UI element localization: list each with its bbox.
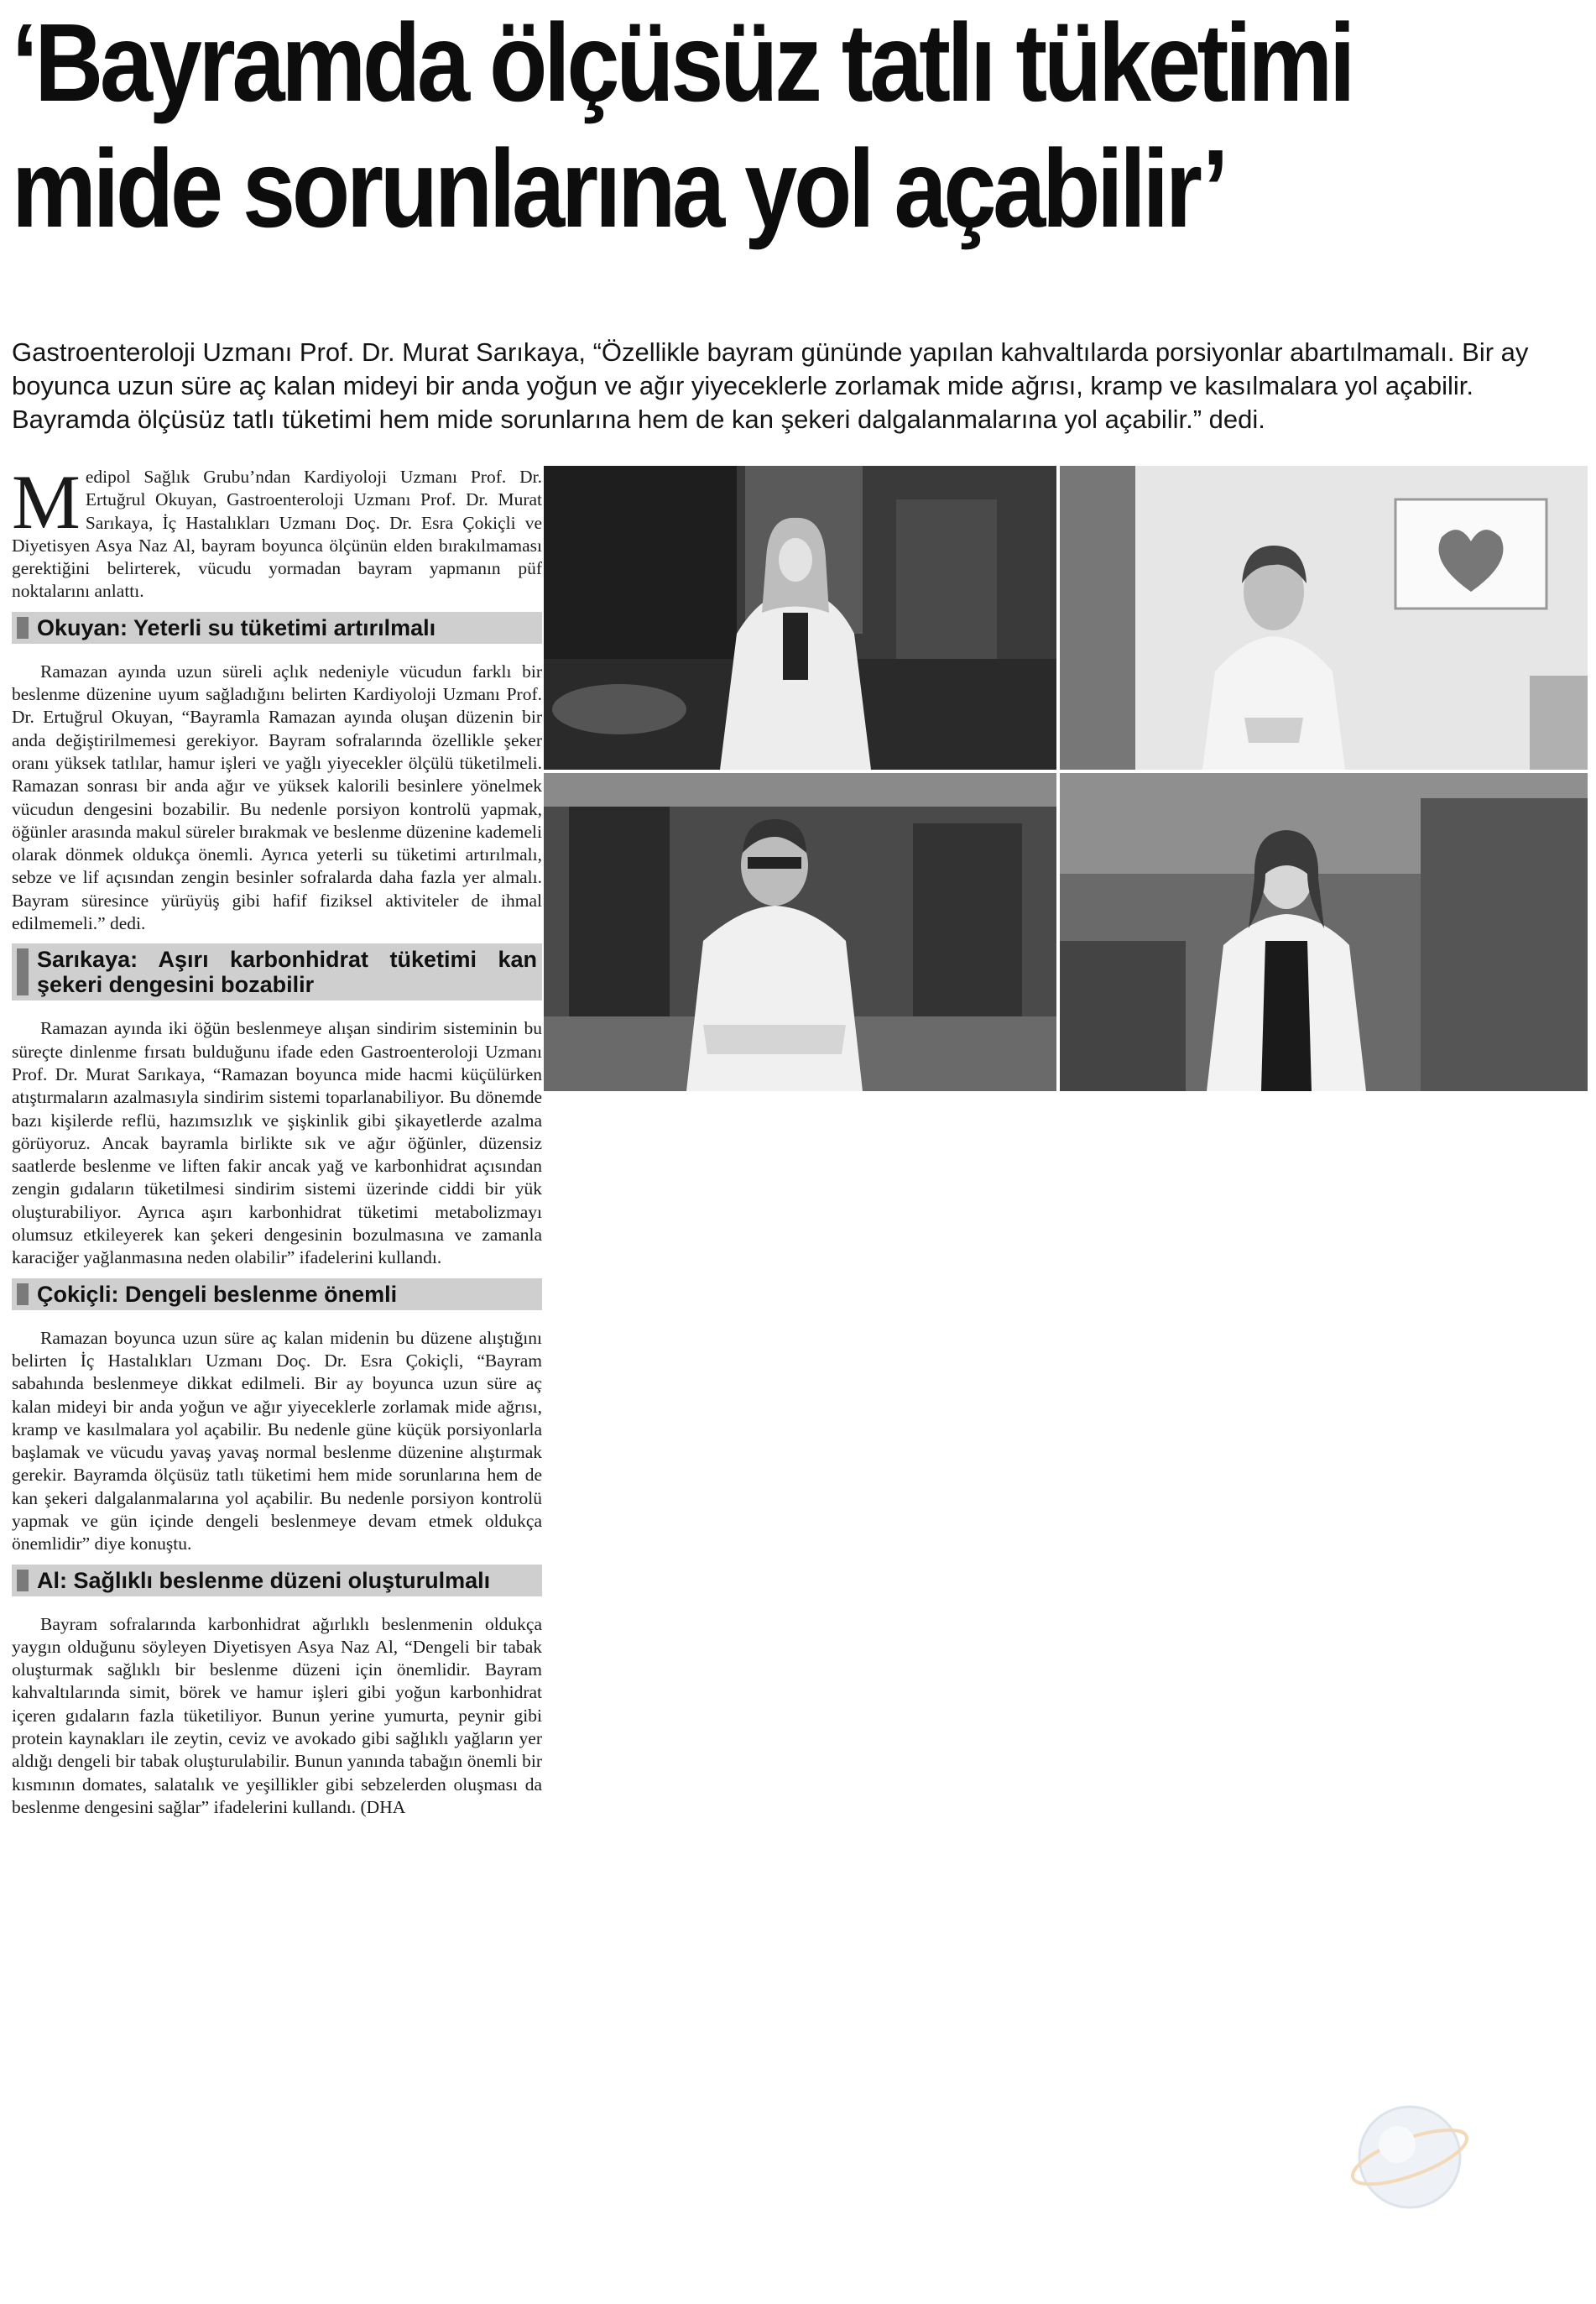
doctor-photo-3 [544,773,1056,1091]
article-column [12,459,542,1824]
subheading-al: Al: Sağlıklı beslenme düzeni oluşturulmalı [12,1565,542,1596]
doctor-photo-1 [544,466,1056,770]
doctor-photo-2 [1060,466,1588,770]
headline [12,0,1592,252]
subheading-cokicli: Çokiçli: Dengeli beslenme önemli [12,1278,542,1310]
section-sarikaya-text: Ramazan ayında iki öğün beslenmeye alışan sindirim sisteminin bu süreçte dinlenme fırsatı bulduğunu ifade eden Gastroenteroloji Uzmanı Prof. Dr. Murat Sarıkaya, “Ramazan boyunca mide hacmi küçülürken atıştırmaların azalmasıyla sindirim sistemi toparlanabiliyor. Bu dönemde bazı kişilerde reflü, hazımsızlık ve şişkinlik gibi şikayetlerde azalma görüyoruz. Ancak bayramla birlikte sık ve ağır öğünler, düzensiz saatlerde beslenme ve liften fakir ancak yağ ve karbonhidrat açısından zengin gıdaların tüketilmesi sindirim sistemi üzerinde ciddi bir yük oluşturabiliyor. Ayrıca aşırı karbonhidrat tüketimi metabolizmayı olumsuz etkileyerek kan şekeri dengesinin bozulmasına ve zamanla karaciğer yağlanmasına neden olabilir” ifadelerini kullandı. [12,1018,542,1268]
watermark-globe-icon [1351,2098,1468,2216]
photo-doctor-3-area [544,773,1056,1091]
section-cokicli-text: Ramazan boyunca uzun süre aç kalan midenin bu düzene alıştığını belirten İç Hastalıkları Uzmanı Doç. Dr. Esra Çokiçli, “Bayram sabahında beslenmeye dikkat edilmeli. Bir ay boyunca uzun süre aç kalan mideyi bir anda yoğun ve ağır yiyeceklerle zorlamak mide ağrısı, kramp ve kasılmalara yol açabilir. Bu nedenle güne küçük porsiyonlarla başlamak ve vücudu yavaş yavaş normal beslenme düzenine alıştırmak gerekir. Bayramda ölçüsüz tatlı tüketimi hem mide sorunlarına hem de kan şekeri dalgalanmalarına yol açabilir. Bu nedenle porsiyon kontrolü yapmak ve gün içinde dengeli beslenmeye devam etmek oldukça önemlidir” diye konuştu. [12,1327,542,1554]
headline-line-1: ‘Bayramda ölçüsüz tatlı tüketimi [12,1,1353,124]
section-al-text: Bayram sofralarında karbonhidrat ağırlıklı beslenmenin oldukça yaygın olduğunu söyleyen Diyetisyen Asya Naz Al, “Dengeli bir tabak oluşturmak sağlıklı bir beslenme düzeni için önemlidir. Bayram kahvaltılarında simit, börek ve hamur işleri gibi yoğun karbonhidrat içeren gıdaların fazla tüketiliyor. Bunun yerine yumurta, peynir gibi protein kaynakları ile zeytin, ceviz ve avokado gibi sağlıklı yağların yer aldığı dengeli bir tabak oluşturulabilir. Bunun yanında tabağın önemli bir kısmının domates, salatalık ve yeşillikler gibi sebzelerden oluşması da beslenme dengesini sağlar” ifadelerini kullandı. (DHA [12,1613,542,1817]
photo-collage [544,466,1588,1091]
subheading-sarikaya: Sarıkaya: Aşırı karbonhidrat tüketimi kan şekeri dengesini bozabilir [12,943,542,1000]
photo-doctor-okuyan-area [544,466,1056,770]
photo-doctor-4-area [1060,773,1588,1091]
section-okuyan-text: Ramazan ayında uzun süreli açlık nedeniyle vücudun farklı bir beslenme düzenine uyum sağladığını belirten Kardiyoloji Uzmanı Prof. Dr. Ertuğrul Okuyan, “Bayramla Ramazan ayında oluşan düzenin bir anda değiştirilmemesi gerekiyor. Bayram sofralarında özellikle şeker oranı yüksek tatlılar, hamur işleri ve yağlı yiyecekler ölçülü tüketilmeli. Ramazan sonrası bir anda ağır ve yüksek kalorili besinlere yönelmek vücudun dengesini bozabilir. Bu nedenle porsiyon kontrolü yapmak, öğünler arasında makul süreler bırakmak ve beslenme düzenine kademeli olarak dönmek oldukça önemli. Ayrıca yeterli su tüketimi artırılmalı, sebze ve lif açısından zengin besinler sofralarda daha fazla yer almalı. Bayram süresince yürüyüş gibi hafif fiziksel aktiviteler de ihmal edilmemeli.” dedi. [12,661,542,934]
intro-paragraph [12,459,542,603]
headline-line-2: mide sorunlarına yol açabilir’ [12,127,1226,250]
drop-cap: M [12,459,81,545]
intro-text: edipol Sağlık Grubu’ndan Kardiyoloji Uzmanı Prof. Dr. Ertuğrul Okuyan, Gastroenteroloji Uzmanı Prof. Dr. Murat Sarıkaya, İç Hastalıkları Uzmanı Doç. Dr. Esra Çokiçli ve Diyetisyen Asya Naz Al, bayram boyunca ölçünün elden bırakılmaması gerektiğini belirterek, vücudu yormadan bayram yapmanın püf noktalarını anlattı. [12,467,542,602]
doctor-photo-4 [1060,773,1588,1091]
photo-doctor-2-area [1060,466,1588,770]
lead-paragraph: Gastroenteroloji Uzmanı Prof. Dr. Murat Sarıkaya, “Özellikle bayram gününde yapılan kahvaltılarda porsiyonlar abartılmamalı. Bir ay boyunca uzun süre aç kalan mideyi bir anda yoğun ve ağır yiyeceklerle zorlamak mide ağrısı, kramp ve kasılmalara yol açabilir. Bayramda ölçüsüz tatlı tüketimi hem mide sorunlarına hem de kan şekeri dalgalanmalarına yol açabilir.” dedi. [12,337,1529,434]
subheading-okuyan: Okuyan: Yeterli su tüketimi artırılmalı [12,612,542,644]
